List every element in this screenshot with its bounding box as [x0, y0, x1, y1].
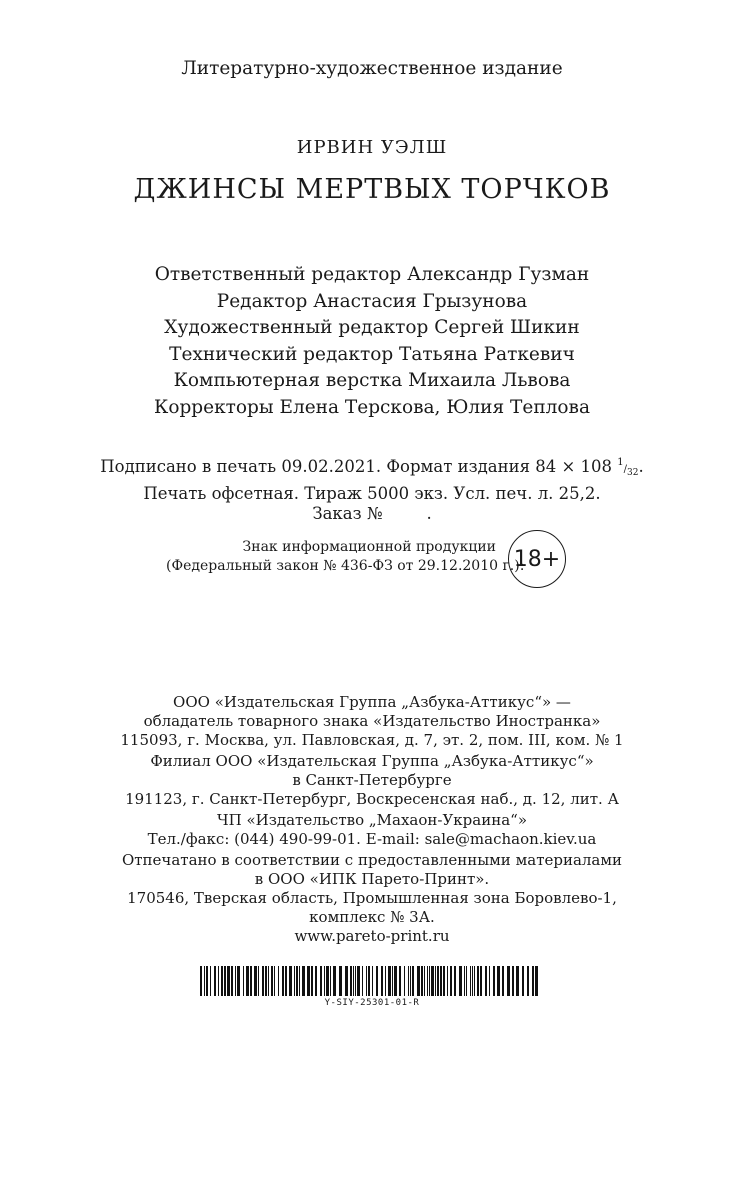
publisher-block-spb: Филиал ООО «Издательская Группа „Азбука-Аттикус“» в Санкт-Петербурге 191123, г. Санкт-Петербург, Воскресенская наб., д. 12, лит. А [125, 752, 619, 808]
print-details [0, 453, 744, 525]
age-rating-block [0, 530, 744, 590]
publisher-info [0, 693, 744, 948]
edition-type: Литературно-художественное издание [181, 58, 563, 79]
print-line-order: Заказ № . [312, 504, 432, 523]
editorial-credits [0, 262, 744, 421]
print-line-signed-text: Подписано в печать 09.02.2021. Формат издания 84 × 108 [100, 457, 613, 476]
print-line-signed: Подписано в печать 09.02.2021. Формат издания 84 × 108 $^1/_{32}$. [100, 457, 644, 478]
printer-website: www.pareto-print.ru [294, 927, 450, 945]
age-rating-line: Знак информационной продукции [242, 539, 496, 555]
format-fraction: $^1/_{32}$ [617, 457, 639, 478]
printer-block: Отпечатано в соответствии с предоставленными материалами в ООО «ИПК Парето-Принт». 170546, Тверская область, Промышленная зона Боровлево-1, комплекс № 3А. www.pareto-print.ru [0, 851, 744, 946]
credit-line: Редактор Анастасия Грызунова [216, 290, 528, 312]
publisher-block-main: ООО «Издательская Группа „Азбука-Аттикус“» — обладатель товарного знака «Издательство Иностранка» 115093, г. Москва, ул. Павловская, д. 7, эт. 2, пом. III, ком. № 1 [120, 693, 624, 749]
credit-line: Технический редактор Татьяна Раткевич [169, 343, 575, 365]
age-rating-notice [166, 538, 525, 575]
credit-line: Компьютерная верстка Михаила Львова [173, 370, 571, 391]
age-rating-badge: 18+ [508, 530, 566, 588]
credit-line: Корректоры Елена Терскова, Юлия Теплова [154, 396, 590, 418]
publisher-block-ukraine: ЧП «Издательство „Махаон-Украина“» Тел./факс: (044) 490-99-01. E-mail: sale@machaon.kiev.ua [147, 811, 597, 848]
barcode-image [200, 966, 540, 996]
age-rating-law: (Федеральный закон № 436-ФЗ от 29.12.2010 г.): [166, 557, 525, 574]
book-title: ДЖИНСЫ МЕРТВЫХ ТОРЧКОВ [133, 174, 611, 205]
credit-line: Художественный редактор Сергей Шикин [164, 317, 580, 338]
author-name: ИРВИН УЭЛШ [296, 137, 448, 158]
credit-line: Ответственный редактор Александр Гузман [154, 264, 590, 285]
print-line-run: Печать офсетная. Тираж 5000 экз. Усл. печ. л. 25,2. [143, 483, 601, 503]
barcode-label: Y-SIY-25301-01-R [324, 998, 420, 1008]
